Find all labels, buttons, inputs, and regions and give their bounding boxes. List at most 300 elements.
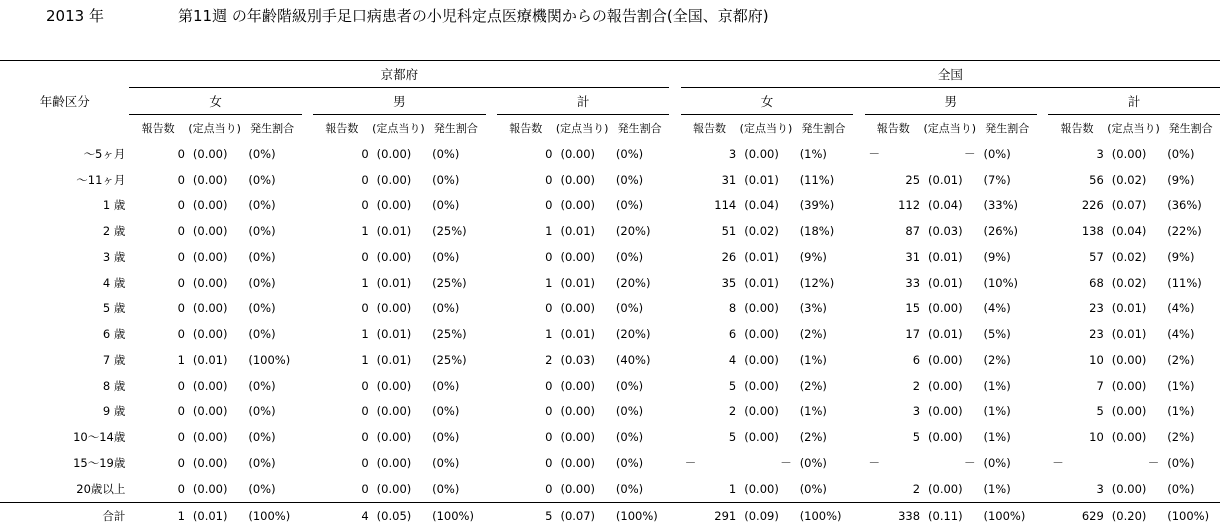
- ratio-cell: (1%): [1167, 404, 1195, 419]
- col-gap: [1037, 141, 1048, 167]
- count-cell: 112: [898, 198, 921, 213]
- ratio-cell: (100%): [426, 502, 486, 529]
- ratio-cell: (2%): [1167, 430, 1195, 445]
- age-group-header: 年齢区分: [39, 94, 90, 109]
- col-gap: [486, 502, 497, 529]
- col-gap: [302, 244, 313, 270]
- col-gap: [853, 450, 864, 476]
- count-cell: －: [868, 146, 881, 161]
- count-cell: 35: [721, 275, 737, 290]
- count-cell: 0: [177, 378, 185, 393]
- count-cell: 0: [361, 198, 369, 213]
- count-cell: 0: [361, 404, 369, 419]
- col-gap: [853, 476, 864, 502]
- sex-header-k-total: 計: [497, 88, 670, 115]
- per-point-cell: (0.01): [560, 327, 596, 342]
- ratio-cell: (100%): [1161, 502, 1220, 529]
- ratio-cell: (0%): [615, 172, 644, 187]
- per-point-cell: (0.00): [192, 224, 228, 239]
- per-point-cell: －: [963, 455, 976, 470]
- count-cell: 68: [1089, 275, 1104, 290]
- count-cell: 7: [1096, 378, 1104, 393]
- count-cell: 2: [545, 352, 553, 367]
- ratio-cell: (0%): [248, 378, 276, 393]
- ratio-cell: (20%): [615, 224, 651, 239]
- per-point-cell: (0.00): [560, 301, 596, 316]
- col-gap: [302, 167, 313, 193]
- age-label: 4 歳: [102, 275, 126, 290]
- count-header: 報告数: [1060, 122, 1094, 135]
- col-gap: [302, 347, 313, 373]
- per-point-cell: (0.00): [560, 455, 596, 470]
- ratio-cell: (25%): [432, 275, 467, 290]
- ratio-cell: (0%): [432, 430, 460, 445]
- count-cell: 0: [361, 172, 369, 187]
- per-point-cell: (0.01): [928, 327, 963, 342]
- table-row: [0, 347, 1220, 373]
- per-point-cell: (0.00): [560, 249, 596, 264]
- count-cell: 0: [545, 404, 553, 419]
- per-point-cell: (0.00): [1111, 378, 1147, 393]
- count-cell: 0: [177, 224, 185, 239]
- ratio-cell: (0%): [1167, 481, 1195, 496]
- count-header: 報告数: [325, 122, 359, 135]
- per-point-cell: (0.00): [928, 352, 963, 367]
- count-cell: 5: [728, 378, 737, 393]
- ratio-cell: (1%): [1167, 378, 1195, 393]
- age-label: 7 歳: [102, 352, 126, 367]
- count-cell: 114: [714, 198, 737, 213]
- ratio-header: 発生割合: [250, 122, 295, 135]
- count-cell: 87: [905, 224, 921, 239]
- col-gap: [486, 424, 497, 450]
- count-cell: 3: [1096, 481, 1104, 496]
- col-gap: [1037, 115, 1048, 142]
- count-cell: 0: [361, 455, 369, 470]
- count-cell: －: [868, 455, 881, 470]
- col-gap: [1037, 88, 1048, 115]
- per-point-cell: (0.00): [744, 352, 779, 367]
- total-row: [0, 502, 1220, 529]
- col-gap: [669, 476, 680, 502]
- age-label: 5 歳: [102, 301, 126, 316]
- sex-header-k-male: 男: [313, 88, 486, 115]
- ratio-cell: (0%): [248, 172, 276, 187]
- table-row: [0, 270, 1220, 296]
- ratio-cell: (20%): [615, 275, 651, 290]
- ratio-cell: (0%): [248, 198, 276, 213]
- ratio-cell: (1%): [799, 352, 827, 367]
- ratio-cell: (0%): [615, 404, 644, 419]
- col-gap: [302, 193, 313, 219]
- per-point-cell: (0.00): [192, 275, 228, 290]
- ratio-cell: (0%): [615, 301, 644, 316]
- count-cell: 6: [728, 327, 737, 342]
- per-point-header: (定点当り): [188, 122, 241, 135]
- per-point-cell: (0.01): [744, 249, 779, 264]
- count-cell: 23: [1089, 327, 1104, 342]
- ratio-cell: (9%): [799, 249, 827, 264]
- count-cell: 0: [545, 198, 553, 213]
- table-row: [0, 193, 1220, 219]
- col-gap: [486, 347, 497, 373]
- count-cell: －: [684, 455, 697, 470]
- per-point-cell: (0.00): [192, 198, 228, 213]
- report-table: [0, 60, 1220, 529]
- ratio-cell: (39%): [799, 198, 835, 213]
- count-cell: 1: [545, 327, 553, 342]
- col-gap: [486, 88, 497, 115]
- count-cell: 338: [865, 502, 923, 529]
- ratio-cell: (25%): [432, 224, 467, 239]
- col-gap: [669, 244, 680, 270]
- count-cell: 0: [177, 275, 185, 290]
- ratio-header: 発生割合: [801, 122, 846, 135]
- ratio-cell: (0%): [432, 378, 460, 393]
- col-gap: [302, 321, 313, 347]
- col-gap: [853, 270, 864, 296]
- per-point-cell: (0.01): [376, 352, 412, 367]
- count-cell: 2: [912, 481, 921, 496]
- count-header: 報告数: [141, 122, 175, 135]
- count-cell: 2: [912, 378, 921, 393]
- col-gap: [669, 296, 680, 322]
- count-cell: 1: [545, 224, 553, 239]
- age-label: 6 歳: [102, 327, 126, 342]
- count-cell: 5: [497, 502, 555, 529]
- count-cell: 0: [361, 146, 369, 161]
- ratio-cell: (33%): [983, 198, 1019, 213]
- count-cell: 2: [728, 404, 737, 419]
- col-gap: [486, 167, 497, 193]
- per-point-cell: (0.00): [928, 430, 963, 445]
- ratio-cell: (0%): [432, 455, 460, 470]
- col-gap: [669, 502, 680, 529]
- per-point-cell: (0.01): [560, 275, 596, 290]
- per-point-cell: (0.00): [376, 481, 412, 496]
- col-gap: [1037, 476, 1048, 502]
- col-gap: [853, 502, 864, 529]
- ratio-cell: (4%): [983, 301, 1011, 316]
- per-point-cell: －: [1147, 455, 1160, 470]
- ratio-cell: (22%): [1167, 224, 1202, 239]
- col-gap: [302, 270, 313, 296]
- count-cell: 15: [905, 301, 921, 316]
- count-cell: 56: [1089, 172, 1104, 187]
- age-label: 3 歳: [102, 249, 126, 264]
- col-gap: [669, 141, 680, 167]
- col-gap: [302, 424, 313, 450]
- count-cell: 1: [361, 275, 369, 290]
- col-gap: [486, 373, 497, 399]
- per-point-cell: (0.00): [1111, 404, 1147, 419]
- col-gap: [853, 141, 864, 167]
- per-point-cell: (0.04): [744, 198, 779, 213]
- table-row: [0, 321, 1220, 347]
- ratio-cell: (0%): [615, 430, 644, 445]
- ratio-cell: (0%): [248, 275, 276, 290]
- per-point-cell: (0.01): [187, 502, 242, 529]
- col-gap: [302, 502, 313, 529]
- count-cell: 0: [361, 301, 369, 316]
- ratio-cell: (4%): [1167, 301, 1195, 316]
- ratio-cell: (18%): [799, 224, 835, 239]
- col-gap: [669, 321, 680, 347]
- ratio-cell: (0%): [248, 249, 276, 264]
- age-label: ～11ヶ月: [76, 172, 126, 187]
- count-header: 報告数: [876, 122, 910, 135]
- count-cell: 4: [313, 502, 371, 529]
- per-point-cell: (0.00): [744, 430, 779, 445]
- per-point-cell: (0.03): [928, 224, 963, 239]
- ratio-cell: (36%): [1167, 198, 1202, 213]
- ratio-header: 発生割合: [985, 122, 1030, 135]
- count-cell: 23: [1089, 301, 1104, 316]
- sex-header-z-total: 計: [1048, 88, 1220, 115]
- count-cell: 10: [1089, 430, 1104, 445]
- col-gap: [302, 373, 313, 399]
- per-point-cell: (0.07): [1111, 198, 1147, 213]
- col-gap: [853, 218, 864, 244]
- count-cell: 138: [1081, 224, 1104, 239]
- ratio-cell: (5%): [983, 327, 1011, 342]
- col-gap: [669, 347, 680, 373]
- count-cell: 0: [177, 481, 185, 496]
- ratio-cell: (1%): [983, 378, 1011, 393]
- per-point-cell: (0.00): [744, 378, 779, 393]
- per-point-cell: (0.00): [192, 455, 228, 470]
- count-cell: 0: [177, 249, 185, 264]
- col-gap: [669, 167, 680, 193]
- per-point-cell: (0.05): [371, 502, 426, 529]
- count-header: 報告数: [692, 122, 726, 135]
- per-point-cell: (0.00): [560, 378, 596, 393]
- count-cell: 8: [728, 301, 737, 316]
- col-gap: [853, 399, 864, 425]
- per-point-cell: (0.09): [738, 502, 793, 529]
- per-point-cell: －: [963, 146, 976, 161]
- age-label: 10～14歳: [73, 430, 126, 445]
- col-gap: [486, 399, 497, 425]
- ratio-cell: (0%): [615, 249, 644, 264]
- ratio-cell: (2%): [983, 352, 1011, 367]
- per-point-cell: (0.01): [1111, 301, 1147, 316]
- per-point-cell: (0.20): [1106, 502, 1161, 529]
- count-cell: 0: [545, 146, 553, 161]
- count-cell: 1: [361, 224, 369, 239]
- per-point-cell: (0.00): [376, 198, 412, 213]
- ratio-cell: (0%): [615, 481, 644, 496]
- per-point-cell: (0.00): [376, 301, 412, 316]
- per-point-cell: (0.01): [376, 224, 412, 239]
- per-point-cell: (0.00): [744, 327, 779, 342]
- ratio-cell: (0%): [432, 481, 460, 496]
- per-point-cell: (0.02): [744, 224, 779, 239]
- ratio-cell: (100%): [610, 502, 670, 529]
- ratio-cell: (0%): [248, 327, 276, 342]
- count-cell: 0: [361, 430, 369, 445]
- table-row: [0, 450, 1220, 476]
- per-point-cell: (0.01): [928, 172, 963, 187]
- count-cell: 10: [1089, 352, 1104, 367]
- ratio-header: 発生割合: [1168, 122, 1213, 135]
- count-cell: 1: [545, 275, 553, 290]
- ratio-cell: (1%): [799, 404, 827, 419]
- sex-header-row: [0, 88, 1220, 115]
- region-header-kyoto: 京都府: [129, 61, 669, 88]
- per-point-cell: (0.00): [1111, 430, 1147, 445]
- table-row: [0, 218, 1220, 244]
- per-point-cell: (0.00): [560, 172, 596, 187]
- ratio-cell: (9%): [1167, 249, 1195, 264]
- per-point-cell: (0.00): [744, 301, 779, 316]
- per-point-cell: (0.01): [192, 352, 228, 367]
- col-gap: [486, 296, 497, 322]
- per-point-cell: (0.00): [744, 481, 779, 496]
- per-point-cell: (0.00): [560, 146, 596, 161]
- col-gap: [669, 115, 680, 142]
- per-point-header: (定点当り): [372, 122, 425, 135]
- col-gap: [486, 270, 497, 296]
- table-body: [0, 141, 1220, 529]
- per-point-cell: －: [780, 455, 792, 470]
- per-point-cell: (0.00): [376, 146, 412, 161]
- col-gap: [302, 88, 313, 115]
- col-gap: [1037, 502, 1048, 529]
- per-point-cell: (0.00): [192, 301, 228, 316]
- region-gap: [669, 61, 680, 88]
- count-cell: 5: [1096, 404, 1104, 419]
- col-gap: [302, 296, 313, 322]
- col-gap: [669, 218, 680, 244]
- count-cell: 51: [721, 224, 737, 239]
- count-cell: 0: [545, 301, 553, 316]
- count-cell: 0: [545, 378, 553, 393]
- count-cell: 0: [545, 455, 553, 470]
- ratio-cell: (0%): [615, 198, 644, 213]
- count-cell: 1: [129, 502, 187, 529]
- ratio-cell: (0%): [432, 404, 460, 419]
- count-cell: 226: [1081, 198, 1104, 213]
- age-label: 9 歳: [102, 404, 126, 419]
- col-gap: [853, 115, 864, 142]
- count-cell: 5: [912, 430, 921, 445]
- ratio-cell: (100%): [977, 502, 1037, 529]
- age-label: 20歳以上: [76, 481, 126, 496]
- ratio-cell: (2%): [799, 327, 827, 342]
- col-gap: [853, 193, 864, 219]
- per-point-cell: (0.02): [1111, 275, 1147, 290]
- ratio-cell: (0%): [432, 301, 460, 316]
- ratio-cell: (0%): [1167, 455, 1195, 470]
- per-point-cell: (0.00): [560, 481, 596, 496]
- ratio-cell: (0%): [248, 404, 276, 419]
- age-label: ～5ヶ月: [83, 146, 126, 161]
- report-table-wrapper: [0, 60, 1220, 529]
- col-gap: [669, 373, 680, 399]
- col-gap: [302, 141, 313, 167]
- per-point-cell: (0.00): [376, 378, 412, 393]
- per-point-cell: (0.01): [560, 224, 596, 239]
- ratio-cell: (12%): [799, 275, 835, 290]
- col-gap: [1037, 424, 1048, 450]
- ratio-cell: (11%): [799, 172, 835, 187]
- age-label: 1 歳: [102, 198, 126, 213]
- count-cell: 4: [728, 352, 737, 367]
- ratio-cell: (4%): [1167, 327, 1195, 342]
- col-gap: [853, 347, 864, 373]
- col-gap: [1037, 244, 1048, 270]
- col-gap: [486, 476, 497, 502]
- table-row: [0, 399, 1220, 425]
- ratio-cell: (0%): [615, 146, 644, 161]
- ratio-cell: (0%): [983, 455, 1011, 470]
- count-cell: 0: [361, 249, 369, 264]
- table-row: [0, 141, 1220, 167]
- per-point-cell: (0.00): [192, 249, 228, 264]
- per-point-header: (定点当り): [555, 122, 609, 135]
- col-gap: [302, 218, 313, 244]
- ratio-cell: (0%): [248, 455, 276, 470]
- col-gap: [853, 424, 864, 450]
- per-point-cell: (0.00): [376, 249, 412, 264]
- col-gap: [1037, 450, 1048, 476]
- count-cell: 26: [721, 249, 737, 264]
- ratio-cell: (3%): [799, 301, 827, 316]
- per-point-cell: (0.11): [922, 502, 977, 529]
- per-point-cell: (0.00): [928, 378, 963, 393]
- ratio-cell: (11%): [1167, 275, 1202, 290]
- ratio-cell: (25%): [432, 352, 467, 367]
- col-gap: [302, 399, 313, 425]
- per-point-cell: (0.00): [192, 378, 228, 393]
- count-cell: 0: [177, 301, 185, 316]
- ratio-header: 発生割合: [433, 122, 478, 135]
- col-gap: [669, 270, 680, 296]
- count-cell: 57: [1089, 249, 1104, 264]
- ratio-cell: (0%): [983, 146, 1011, 161]
- count-cell: 33: [905, 275, 921, 290]
- per-point-cell: (0.04): [928, 198, 963, 213]
- count-cell: 0: [177, 172, 185, 187]
- ratio-cell: (0%): [432, 249, 460, 264]
- ratio-cell: (10%): [983, 275, 1019, 290]
- per-point-cell: (0.00): [560, 198, 596, 213]
- count-cell: 0: [361, 481, 369, 496]
- count-cell: 0: [545, 430, 553, 445]
- ratio-cell: (0%): [248, 481, 276, 496]
- ratio-cell: (20%): [615, 327, 651, 342]
- col-gap: [302, 115, 313, 142]
- table-row: [0, 296, 1220, 322]
- ratio-cell: (2%): [1167, 352, 1195, 367]
- col-gap: [486, 450, 497, 476]
- ratio-cell: (1%): [983, 481, 1011, 496]
- count-cell: 3: [912, 404, 921, 419]
- per-point-cell: (0.00): [744, 146, 779, 161]
- col-gap: [486, 141, 497, 167]
- ratio-header: 発生割合: [617, 122, 662, 135]
- ratio-cell: (100%): [794, 502, 854, 529]
- ratio-cell: (0%): [248, 430, 276, 445]
- col-gap: [669, 450, 680, 476]
- col-gap: [302, 450, 313, 476]
- ratio-cell: (0%): [615, 378, 644, 393]
- per-point-cell: (0.00): [192, 404, 228, 419]
- col-gap: [1037, 347, 1048, 373]
- count-cell: 0: [545, 249, 553, 264]
- col-gap: [486, 244, 497, 270]
